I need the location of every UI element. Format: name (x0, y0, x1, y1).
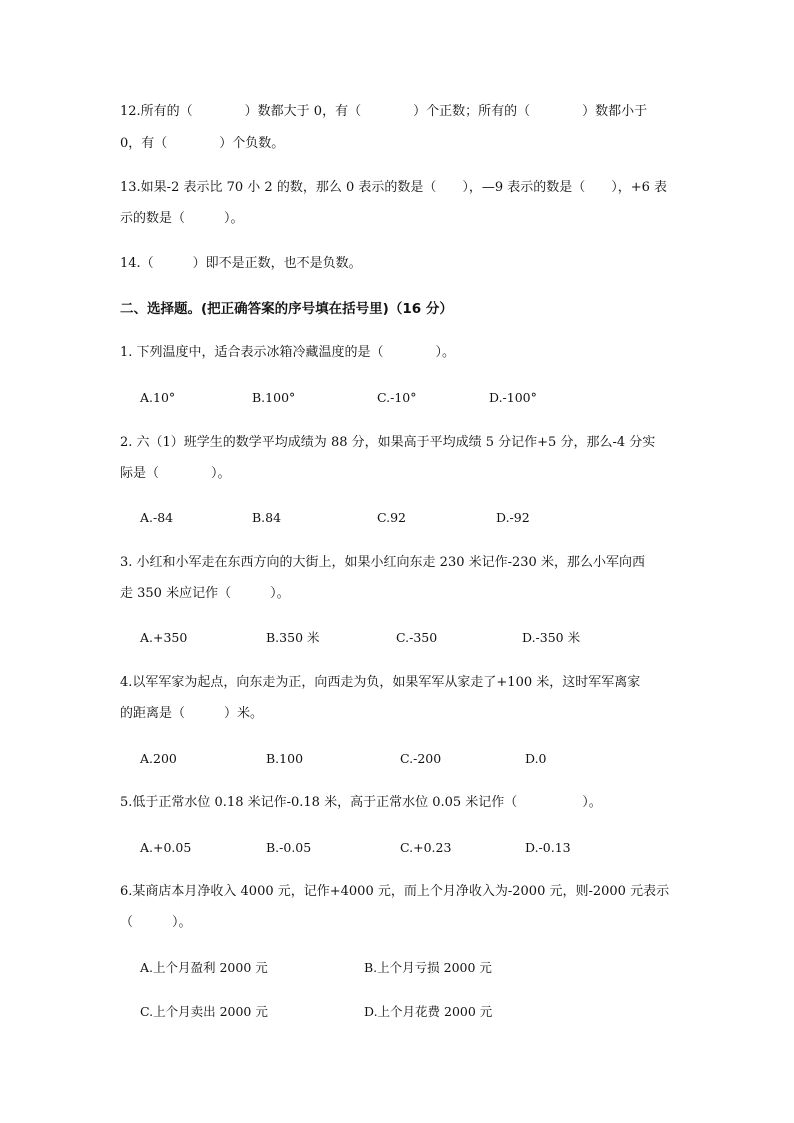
question-12-line-2: 0，有（ ）个负数。 (120, 136, 285, 151)
choice-6-line-2: （ ）。 (120, 915, 192, 930)
choice-5-line-1: 5.低于正常水位 0.18 米记作-0.18 米，高于正常水位 0.05 米记作（ ）。 (120, 795, 602, 810)
choice-1-option-d: D.-100° (489, 390, 537, 405)
choice-2-option-a: A.-84 (140, 510, 174, 525)
choice-1-line-1: 1. 下列温度中，适合表示冰箱冷藏温度的是（ ）。 (120, 345, 456, 360)
choice-3-line-2: 走 350 米应记作（ ）。 (120, 586, 290, 601)
question-12-line-1: 12.所有的（ ）数都大于 0，有（ ）个正数；所有的（ ）数都小于 (120, 104, 648, 119)
choice-1-option-a: A.10° (140, 390, 176, 405)
choice-3-option-d: D.-350 米 (522, 630, 581, 645)
choice-2-option-d: D.-92 (496, 510, 530, 525)
choice-4-option-d: D.0 (525, 751, 547, 766)
choice-4-options (140, 751, 680, 767)
choice-6-option-c: C.上个月卖出 2000 元 (140, 1004, 268, 1019)
choice-3-options (140, 630, 680, 646)
question-13-line-1: 13.如果-2 表示比 70 小 2 的数，那么 0 表示的数是（ ），—9 表示的数是（ ），+6 表 (120, 180, 668, 195)
choice-3-option-c: C.-350 (396, 630, 438, 645)
choice-4-option-a: A.200 (140, 751, 177, 766)
choice-6-option-d: D.上个月花费 2000 元 (364, 1004, 493, 1019)
choice-1-options (140, 390, 680, 406)
choice-6-options-row-1 (140, 960, 680, 976)
choice-1-option-b: B.100° (252, 390, 296, 405)
choice-5-option-b: B.-0.05 (266, 840, 312, 855)
choice-3-option-a: A.+350 (140, 630, 188, 645)
choice-3-line-1: 3. 小红和小军走在东西方向的大街上，如果小红向东走 230 米记作-230 米，那么小军向西 (120, 555, 645, 570)
choice-6-options-row-2 (140, 1004, 680, 1020)
choice-6-option-b: B.上个月亏损 2000 元 (364, 960, 492, 975)
choice-2-options (140, 510, 680, 526)
choice-5-options (140, 840, 680, 856)
choice-4-line-2: 的距离是（ ）米。 (120, 706, 264, 721)
choice-4-option-c: C.-200 (400, 751, 442, 766)
choice-2-line-2: 际是（ ）。 (120, 466, 231, 481)
choice-6-option-a: A.上个月盈利 2000 元 (140, 960, 268, 975)
choice-4-option-b: B.100 (266, 751, 304, 766)
choice-2-line-1: 2. 六（1）班学生的数学平均成绩为 88 分，如果高于平均成绩 5 分记作+5 分，那么-4 分实 (120, 435, 656, 450)
choice-5-option-c: C.+0.23 (400, 840, 452, 855)
choice-4-line-1: 4.以军军家为起点，向东走为正，向西走为负，如果军军从家走了+100 米，这时军军离家 (120, 675, 641, 690)
choice-3-option-b: B.350 米 (266, 630, 320, 645)
choice-2-option-b: B.84 (252, 510, 282, 525)
section-title: 二、选择题。(把正确答案的序号填在括号里)（16 分） (120, 301, 453, 317)
choice-1-option-c: C.-10° (377, 390, 417, 405)
choice-2-option-c: C.92 (377, 510, 406, 525)
choice-5-option-a: A.+0.05 (140, 840, 192, 855)
question-13-line-2: 示的数是（ ）。 (120, 211, 244, 226)
choice-5-option-d: D.-0.13 (525, 840, 571, 855)
choice-6-line-1: 6.某商店本月净收入 4000 元，记作+4000 元，而上个月净收入为-2000 元，则-2000 元表示 (120, 884, 670, 899)
question-14-line-1: 14.（ ）即不是正数，也不是负数。 (120, 256, 362, 271)
